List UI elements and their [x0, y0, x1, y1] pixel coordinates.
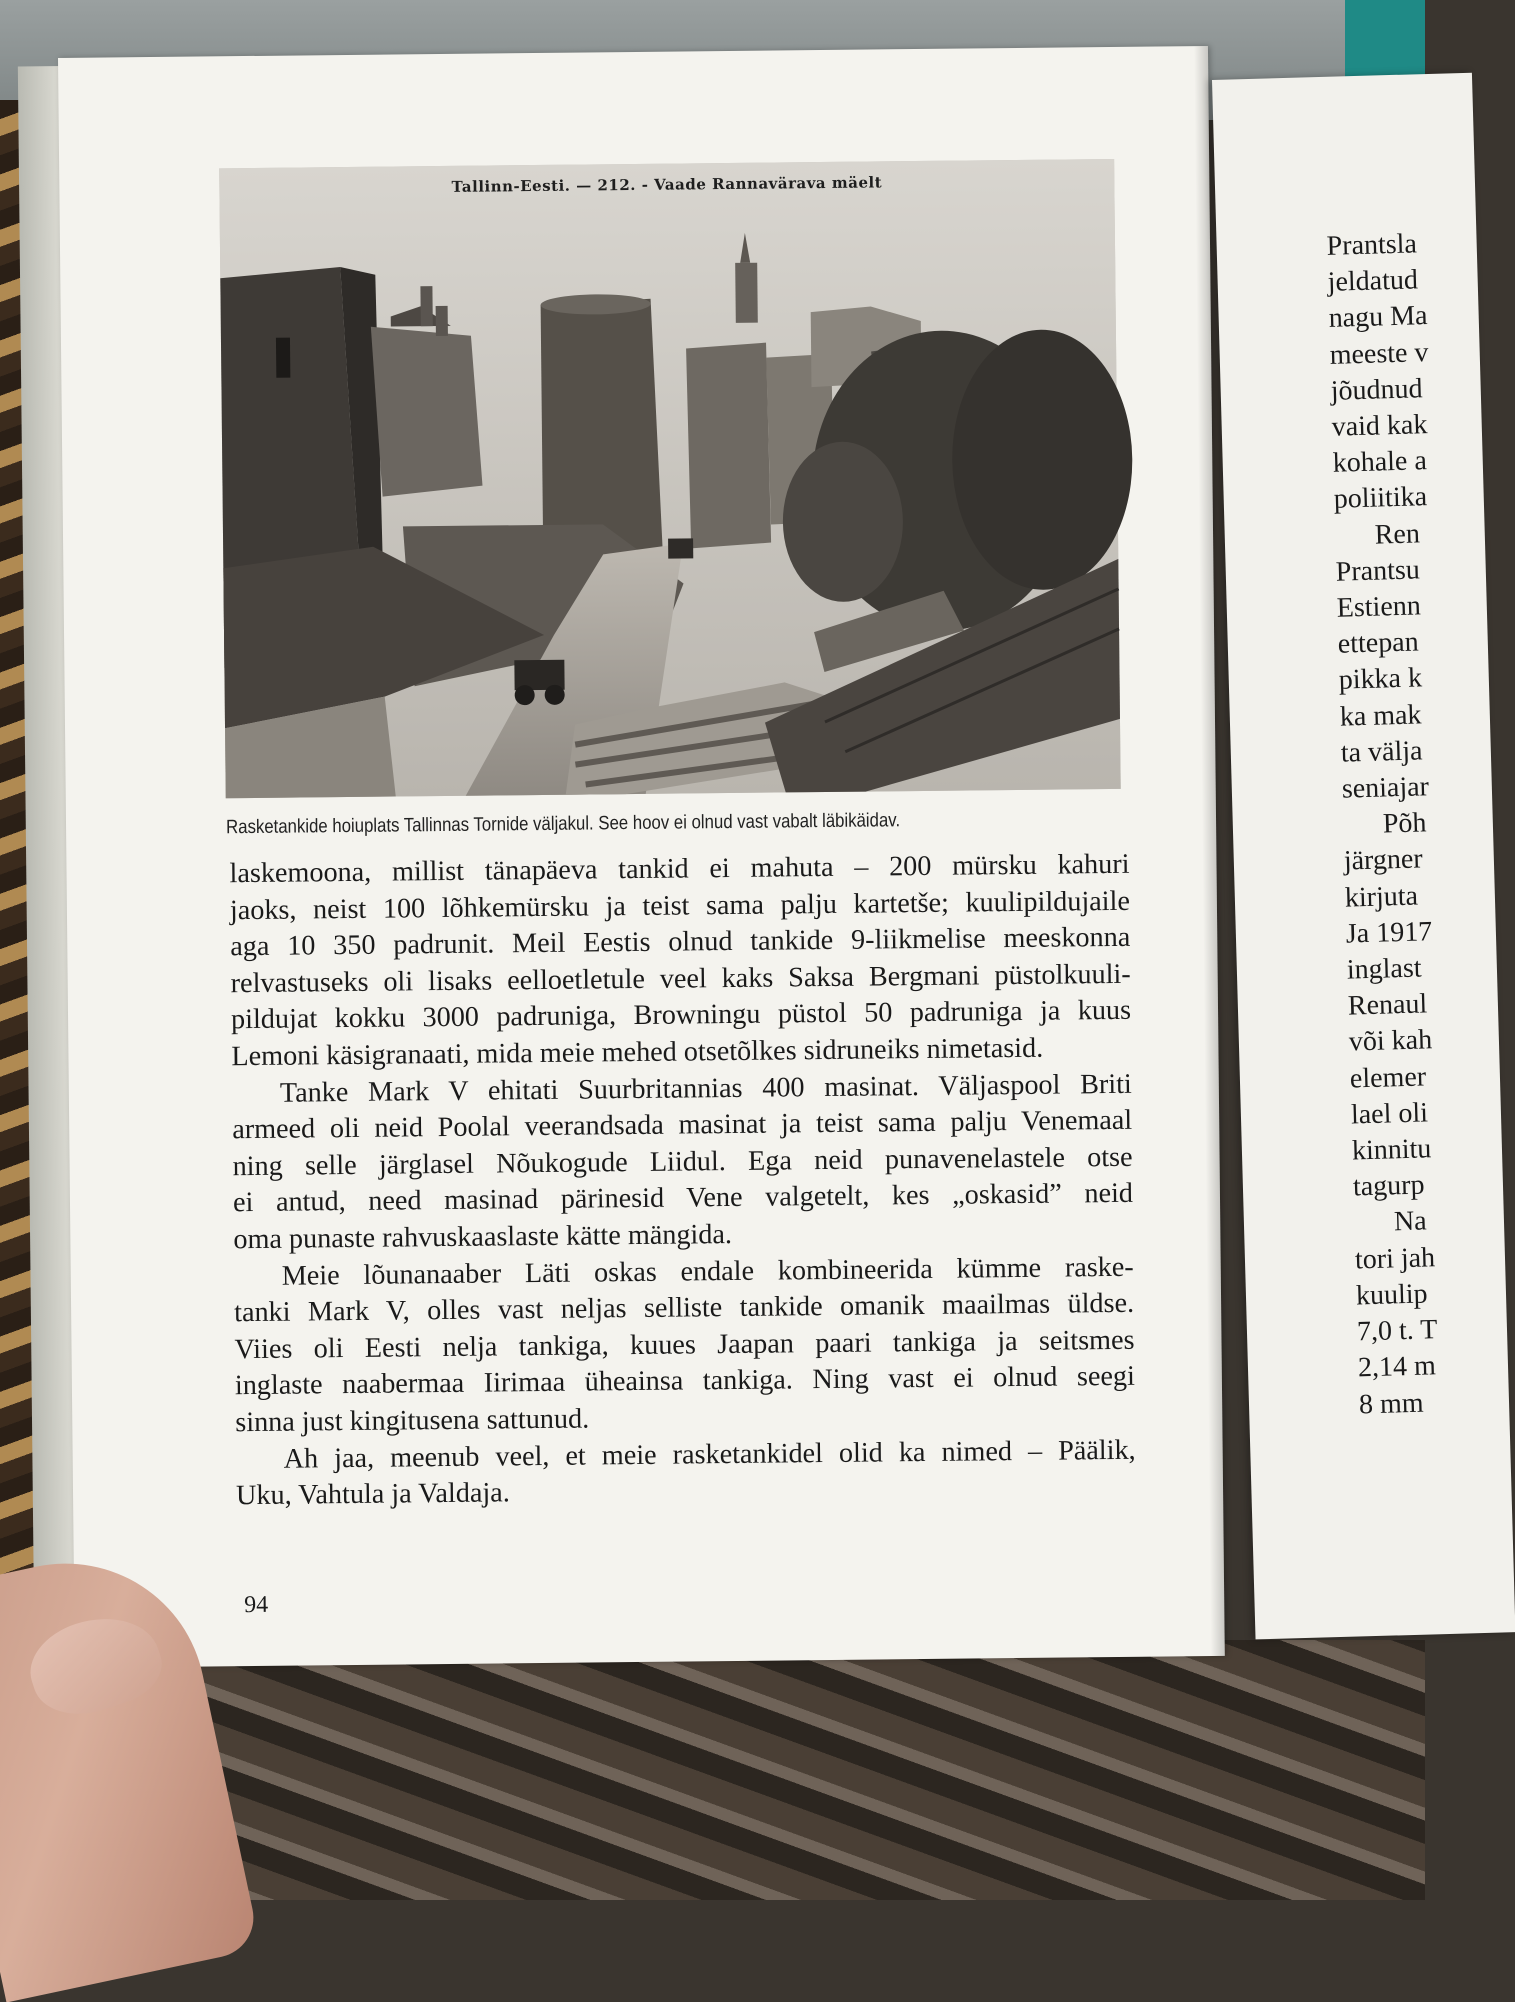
- text-line: Estienn: [1336, 590, 1422, 624]
- text-line: jõudnud: [1330, 373, 1423, 407]
- text-line: Ah jaa, meenub veel, et meie rasketankidel olid ka nimed – Päälik,: [283, 1434, 1136, 1475]
- text-line: ettepan: [1337, 626, 1420, 660]
- text-line: kinnitu: [1351, 1133, 1432, 1167]
- text-line: relvastuseks oli lisaks eelloetletule veel kaks Saksa Bergmani püstolkuuli-: [230, 958, 1131, 1000]
- text-line: või kah: [1348, 1024, 1433, 1059]
- text-line: Renaul: [1347, 988, 1428, 1022]
- text-line: nagu Ma: [1328, 300, 1428, 335]
- text-line: pildujat kokku 3000 padruniga, Browningu püstol 50 padruniga ja kuus: [230, 995, 1132, 1036]
- text-line: seniajar: [1341, 771, 1430, 805]
- text-line: Tanke Mark V ehitati Suurbritannias 400 masinat. Väljaspool Briti: [279, 1068, 1132, 1109]
- text-line: laskemoona, millist tänapäeva tankid ei mahuta – 200 mürsku kahuri: [229, 848, 1130, 890]
- text-line: Viies oli Eesti nelja tankiga, kuues Jaapan paari tankiga ja seitsmes: [234, 1324, 1135, 1365]
- text-line: Põh: [1382, 807, 1427, 840]
- text-line: Ja 1917: [1345, 916, 1433, 950]
- text-line: 8 mm: [1358, 1387, 1425, 1420]
- photo-header-text: Tallinn-Eesti. — 212. - Vaade Rannavärava mäelt: [451, 173, 883, 196]
- text-line: pikka k: [1338, 662, 1423, 697]
- text-line: inglast: [1346, 952, 1422, 986]
- right-page-text: [1326, 226, 1458, 1423]
- photo-caption: Rasketankide hoiuplats Tallinnas Tornide väljakul. See hoov ei olnud vast vabalt läbikäidav.: [225, 809, 901, 839]
- text-line: sinna just kingitusena sattunud.: [235, 1403, 590, 1439]
- text-line: jeldatud: [1327, 264, 1419, 299]
- text-line: ta välja: [1340, 735, 1423, 769]
- text-line: Ren: [1374, 518, 1421, 551]
- text-line: inglaste naabermaa Iirimaa üheainsa tankiga. Ning vast ei olnud seegi: [234, 1361, 1136, 1402]
- text-line: tanki Mark V, olles vast neljas selliste tankide omanik maailmas üldse.: [233, 1287, 1135, 1329]
- text-line: kohale a: [1332, 445, 1428, 479]
- text-line: Uku, Vahtula ja Valdaja.: [235, 1477, 510, 1512]
- text-line: Lemoni käsigranaati, mida meie mehed otsetõlkes sidruneiks nimetasid.: [231, 1032, 1044, 1073]
- text-line: meeste v: [1329, 336, 1429, 371]
- text-line: järgner: [1343, 843, 1424, 878]
- text-line: kirjuta: [1344, 880, 1419, 914]
- text-line: oma punaste rahvuskaaslaste kätte mängida.: [233, 1218, 733, 1256]
- text-line: poliitika: [1333, 481, 1428, 516]
- photo-illustration: [219, 159, 1121, 798]
- text-line: tagurp: [1352, 1169, 1425, 1203]
- text-line: Meie lõunanaaber Läti oskas endale kombineerida kümme raske-: [281, 1251, 1134, 1292]
- text-line: ka mak: [1339, 699, 1422, 733]
- text-line: Na: [1393, 1205, 1428, 1238]
- text-line: vaid kak: [1331, 409, 1428, 443]
- historical-photo: [219, 159, 1121, 798]
- text-line: ei antud, need masinad pärinesid Vene valgetelt, kes „oskasid” neid: [232, 1178, 1134, 1219]
- text-line: ning selle järglasel Nõukogude Liidul. Ega neid punavenelastele otse: [232, 1141, 1133, 1182]
- text-line: armeed oli neid Poolal veerandsada masinat ja teist sama palju Venemaal: [232, 1104, 1133, 1146]
- text-line: 7,0 t. T: [1356, 1314, 1438, 1348]
- text-line: lael oli: [1350, 1097, 1429, 1131]
- right-page: [1212, 73, 1515, 1640]
- text-line: tori jah: [1354, 1241, 1436, 1276]
- left-page: [58, 46, 1225, 1668]
- text-line: kuulip: [1355, 1278, 1428, 1312]
- text-line: elemer: [1349, 1061, 1427, 1095]
- text-line: 2,14 m: [1357, 1350, 1437, 1384]
- body-text: [229, 847, 1136, 1515]
- text-line: aga 10 350 padrunit. Meil Eestis olnud tankide 9-liikmelise meeskonna: [230, 922, 1131, 963]
- page-number: 94: [244, 1591, 269, 1619]
- text-line: Prantsla: [1326, 228, 1418, 262]
- text-line: jaoks, neist 100 lõhkemürsku ja teist sama palju kartetše; kuulipildujaile: [229, 885, 1131, 926]
- text-line: Prantsu: [1335, 554, 1421, 588]
